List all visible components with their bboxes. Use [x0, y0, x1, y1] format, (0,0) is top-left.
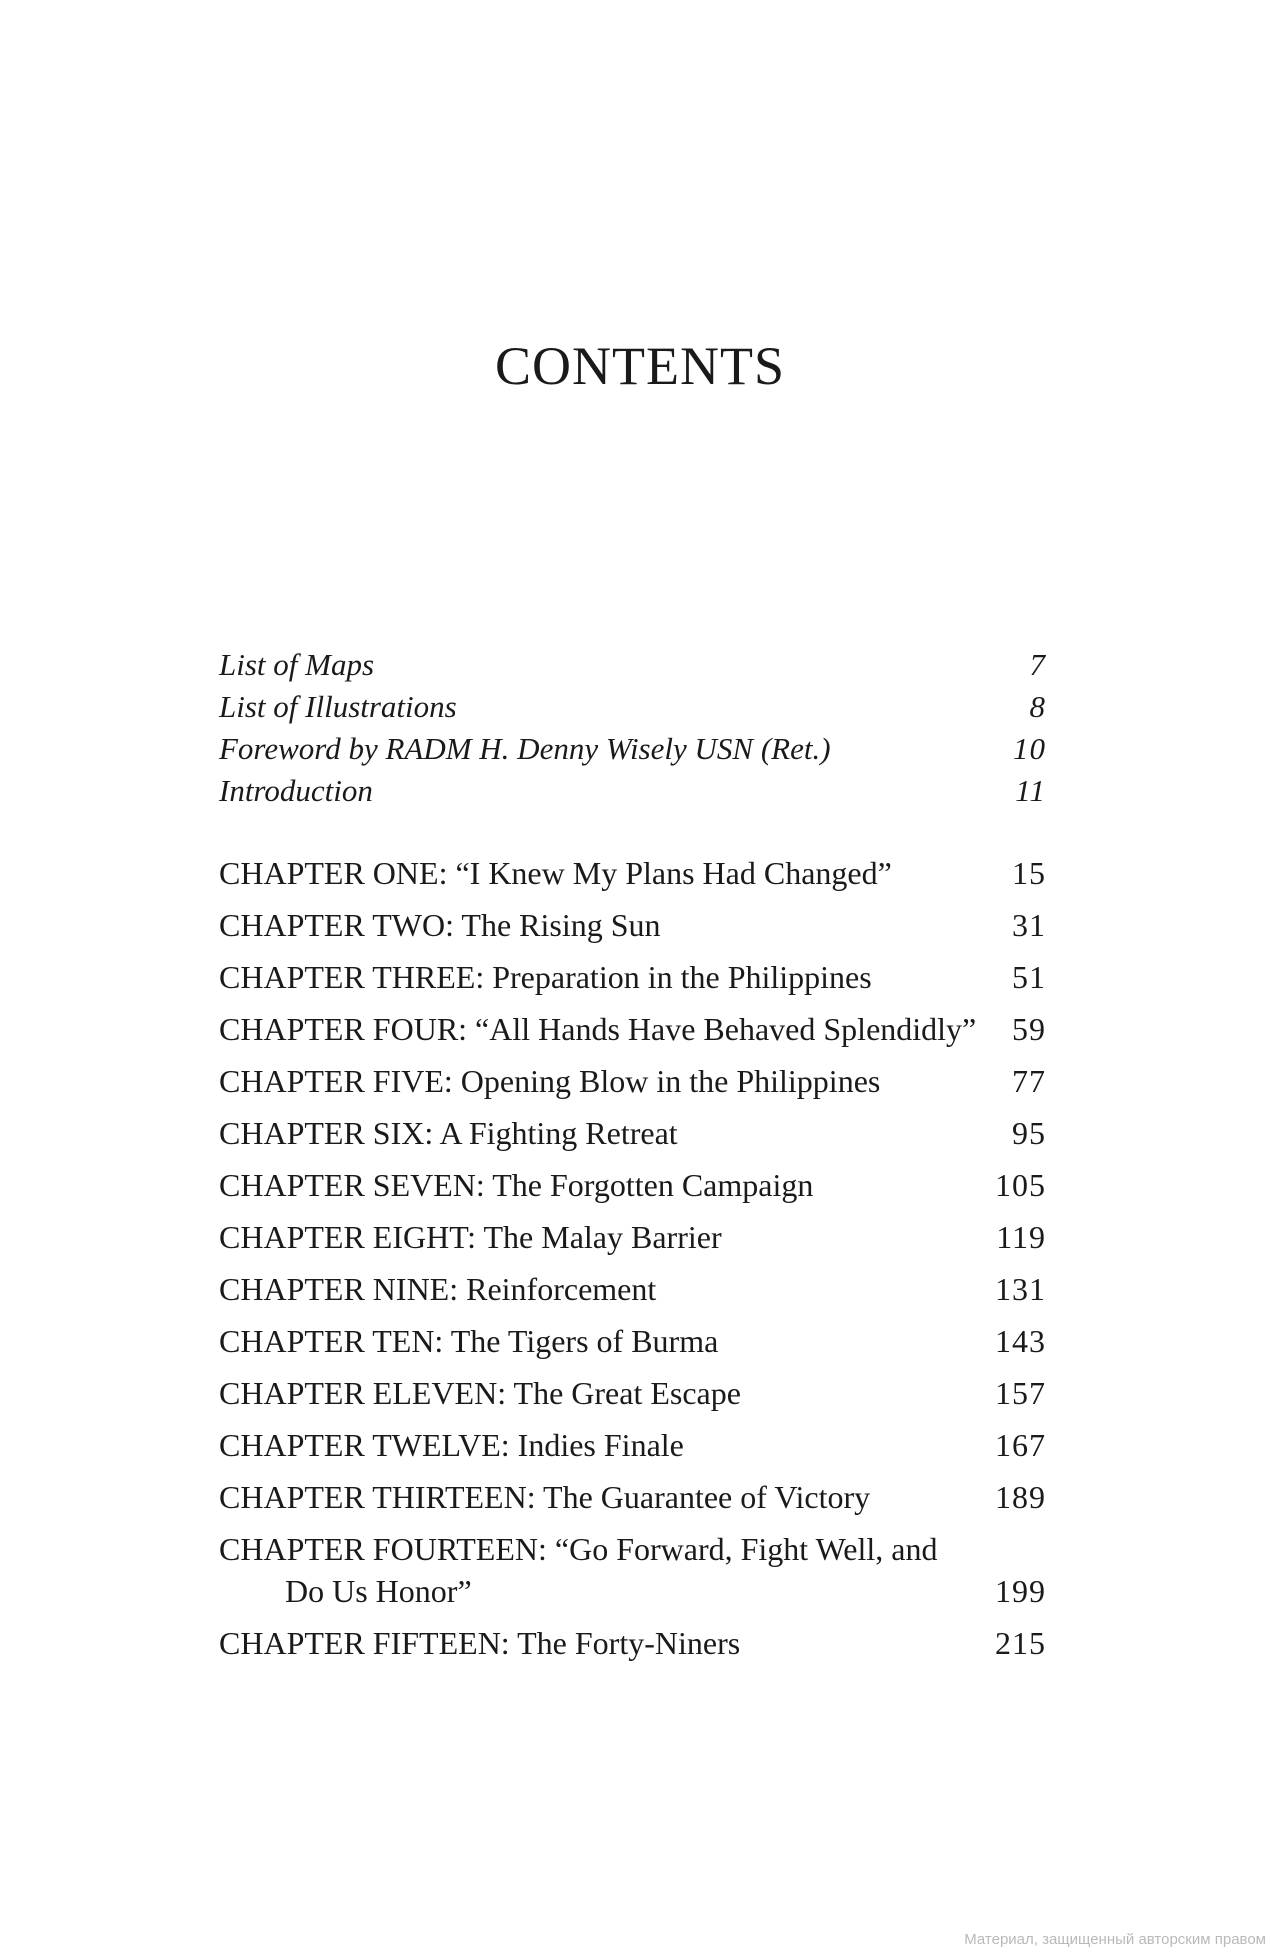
table-of-contents: [219, 644, 1046, 1674]
chapter-item[interactable]: [219, 1268, 1046, 1310]
chapter-item[interactable]: [219, 1320, 1046, 1362]
chapter-item[interactable]: [219, 1060, 1046, 1102]
page-number: 51: [1012, 959, 1046, 995]
chapter-item[interactable]: [219, 1008, 1046, 1050]
front-matter-list: [219, 644, 1046, 812]
page-number: 131: [995, 1271, 1046, 1307]
page-number: 77: [1012, 1063, 1046, 1099]
section-spacer: [219, 812, 1046, 852]
page-number: 31: [1012, 907, 1046, 943]
chapter-item[interactable]: [219, 1424, 1046, 1466]
chapter-label: CHAPTER ELEVEN: The Great Escape: [219, 1375, 741, 1411]
chapter-item[interactable]: [219, 1476, 1046, 1518]
chapter-item[interactable]: [219, 1528, 1046, 1612]
chapter-item[interactable]: [219, 1216, 1046, 1258]
page-number: 119: [996, 1219, 1046, 1255]
front-matter-label: List of Maps: [219, 647, 375, 682]
page-number: 215: [995, 1625, 1046, 1661]
front-matter-item[interactable]: [219, 728, 1046, 770]
front-matter-item[interactable]: [219, 686, 1046, 728]
chapter-item[interactable]: [219, 1112, 1046, 1154]
chapter-label: CHAPTER THREE: Preparation in the Philippines: [219, 959, 872, 995]
chapter-item[interactable]: [219, 1164, 1046, 1206]
chapter-label: CHAPTER ONE: “I Knew My Plans Had Changed”: [219, 855, 892, 891]
page-number: 167: [995, 1427, 1046, 1463]
chapter-label: CHAPTER TEN: The Tigers of Burma: [219, 1323, 719, 1359]
page-number: 199: [995, 1573, 1046, 1609]
front-matter-item[interactable]: [219, 770, 1046, 812]
page-number: 95: [1012, 1115, 1046, 1151]
chapter-item[interactable]: [219, 904, 1046, 946]
chapter-label: CHAPTER THIRTEEN: The Guarantee of Victory: [219, 1479, 871, 1515]
page-number: 7: [1029, 647, 1046, 682]
chapter-label: CHAPTER TWO: The Rising Sun: [219, 907, 661, 943]
page-number: 59: [1012, 1011, 1046, 1047]
page-number: 189: [995, 1479, 1046, 1515]
page-number: 8: [1029, 689, 1046, 724]
chapter-item[interactable]: [219, 1372, 1046, 1414]
front-matter-item[interactable]: [219, 644, 1046, 686]
front-matter-label: Foreword by RADM H. Denny Wisely USN (Ret.): [219, 731, 831, 766]
chapter-label: CHAPTER FIVE: Opening Blow in the Philippines: [219, 1063, 881, 1099]
page-number: 10: [1013, 731, 1046, 766]
page-number: 11: [1015, 773, 1046, 808]
page-title: CONTENTS: [495, 336, 785, 396]
copyright-watermark: Материал, защищенный авторским правом: [964, 1931, 1266, 1948]
chapter-label: CHAPTER SIX: A Fighting Retreat: [219, 1115, 678, 1151]
chapter-list: [219, 852, 1046, 1664]
page-number: 157: [995, 1375, 1046, 1411]
chapter-item[interactable]: [219, 852, 1046, 894]
chapter-label: CHAPTER TWELVE: Indies Finale: [219, 1427, 684, 1463]
front-matter-label: List of Illustrations: [219, 689, 457, 724]
chapter-label: CHAPTER FOURTEEN: “Go Forward, Fight Well, and Do Us Honor”: [219, 1531, 938, 1609]
chapter-label: CHAPTER NINE: Reinforcement: [219, 1271, 657, 1307]
front-matter-label: Introduction: [219, 773, 373, 808]
chapter-label: CHAPTER FIFTEEN: The Forty-Niners: [219, 1625, 741, 1661]
page-number: 105: [995, 1167, 1046, 1203]
chapter-label: CHAPTER FOUR: “All Hands Have Behaved Splendidly”: [219, 1011, 977, 1047]
chapter-item[interactable]: [219, 1622, 1046, 1664]
chapter-label: CHAPTER SEVEN: The Forgotten Campaign: [219, 1167, 814, 1203]
chapter-item[interactable]: [219, 956, 1046, 998]
page-number: 143: [995, 1323, 1046, 1359]
page-number: 15: [1012, 855, 1046, 891]
chapter-label: CHAPTER EIGHT: The Malay Barrier: [219, 1219, 722, 1255]
